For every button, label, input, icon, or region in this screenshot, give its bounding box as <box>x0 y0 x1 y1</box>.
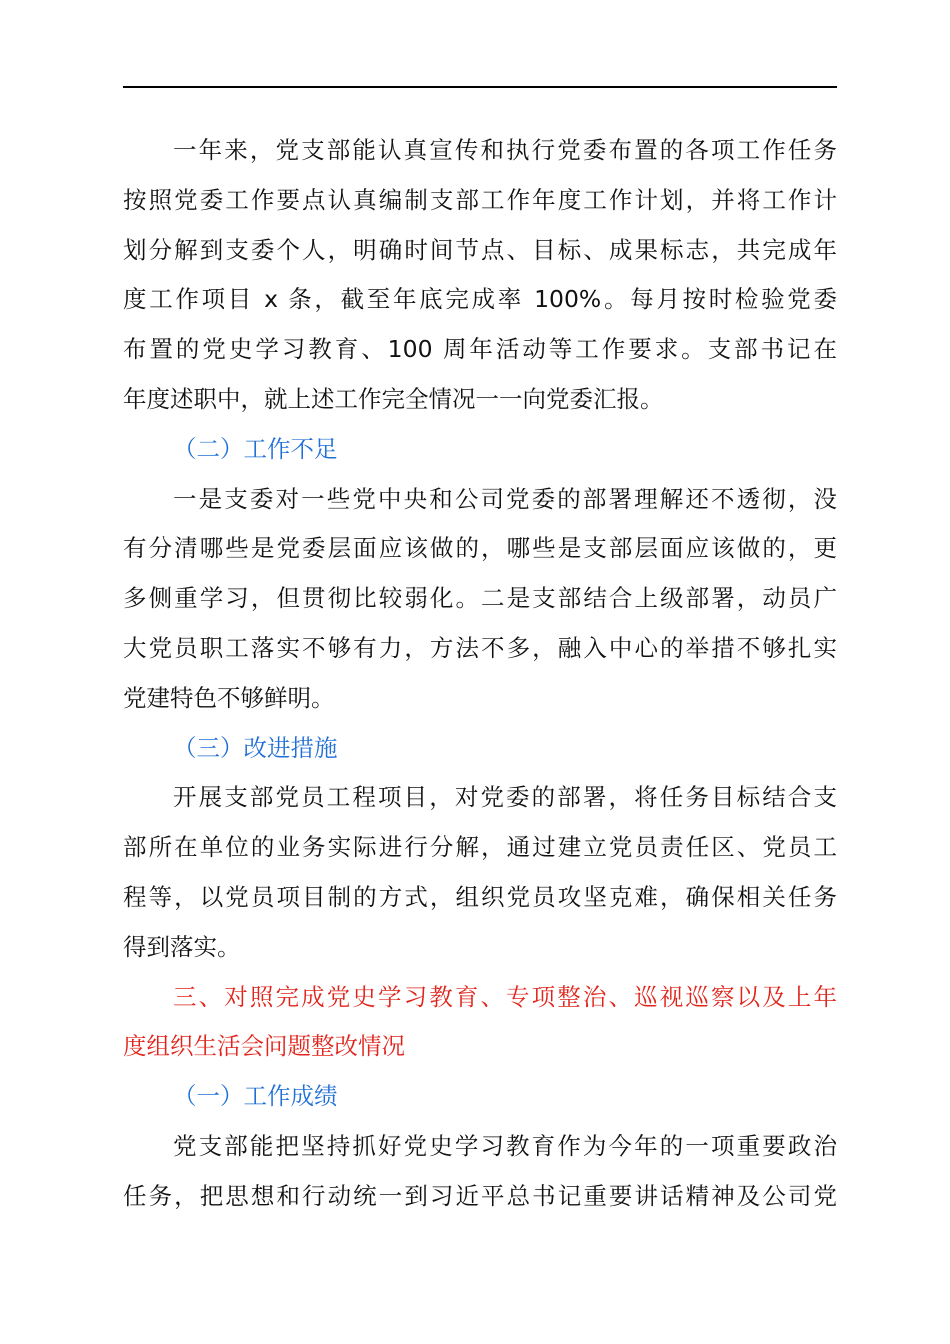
paragraph-line: 布置的党史学习教育、100 周年活动等工作要求。支部书记在 <box>123 335 837 364</box>
paragraph-line: 有分清哪些是党委层面应该做的，哪些是支部层面应该做的，更 <box>123 534 837 563</box>
paragraph <box>123 475 837 724</box>
paragraph-line: 大党员职工落实不够有力，方法不多，融入中心的举措不够扎实 <box>123 633 837 662</box>
paragraph-line: 党支部能把坚持抓好党史学习教育作为今年的一项重要政治 <box>173 1131 837 1160</box>
section-subheading: （三）改进措施 <box>173 733 338 762</box>
paragraph-line: 多侧重学习，但贯彻比较弱化。二是支部结合上级部署，动员广 <box>123 584 837 613</box>
section-heading <box>123 973 837 1073</box>
paragraph-line: 年度述职中，就上述工作完全情况一一向党委汇报。 <box>123 384 664 413</box>
section-heading-line: 三、对照完成党史学习教育、专项整治、巡视巡察以及上年 <box>173 982 837 1011</box>
paragraph-line: 部所在单位的业务实际进行分解，通过建立党员责任区、党员工 <box>123 833 837 862</box>
paragraph <box>123 773 837 972</box>
document-body <box>123 126 837 1222</box>
paragraph-line: 划分解到支委个人，明确时间节点、目标、成果标志，共完成年 <box>123 235 837 264</box>
paragraph <box>123 126 837 425</box>
paragraph-line: 得到落实。 <box>123 932 241 961</box>
paragraph-line: 开展支部党员工程项目，对党委的部署，将任务目标结合支 <box>173 783 837 812</box>
paragraph-line: 一是支委对一些党中央和公司党委的部署理解还不透彻，没 <box>173 484 837 513</box>
section-subheading: （二）工作不足 <box>173 434 338 463</box>
paragraph-line: 按照党委工作要点认真编制支部工作年度工作计划，并将工作计 <box>123 185 837 214</box>
paragraph <box>123 1122 837 1222</box>
section-subheading: （一）工作成绩 <box>173 1082 338 1111</box>
paragraph-line: 一年来，党支部能认真宣传和执行党委布置的各项工作任务 <box>173 136 837 164</box>
paragraph-line: 度工作项目 x 条，截至年底完成率 100%。每月按时检验党委 <box>123 285 837 314</box>
paragraph-line: 党建特色不够鲜明。 <box>123 683 335 712</box>
section-heading-line: 度组织生活会问题整改情况 <box>123 1032 405 1061</box>
paragraph-line: 程等，以党员项目制的方式，组织党员攻坚克难，确保相关任务 <box>123 882 837 911</box>
header-rule <box>123 86 837 88</box>
paragraph-line: 任务，把思想和行动统一到习近平总书记重要讲话精神及公司党 <box>123 1181 837 1210</box>
